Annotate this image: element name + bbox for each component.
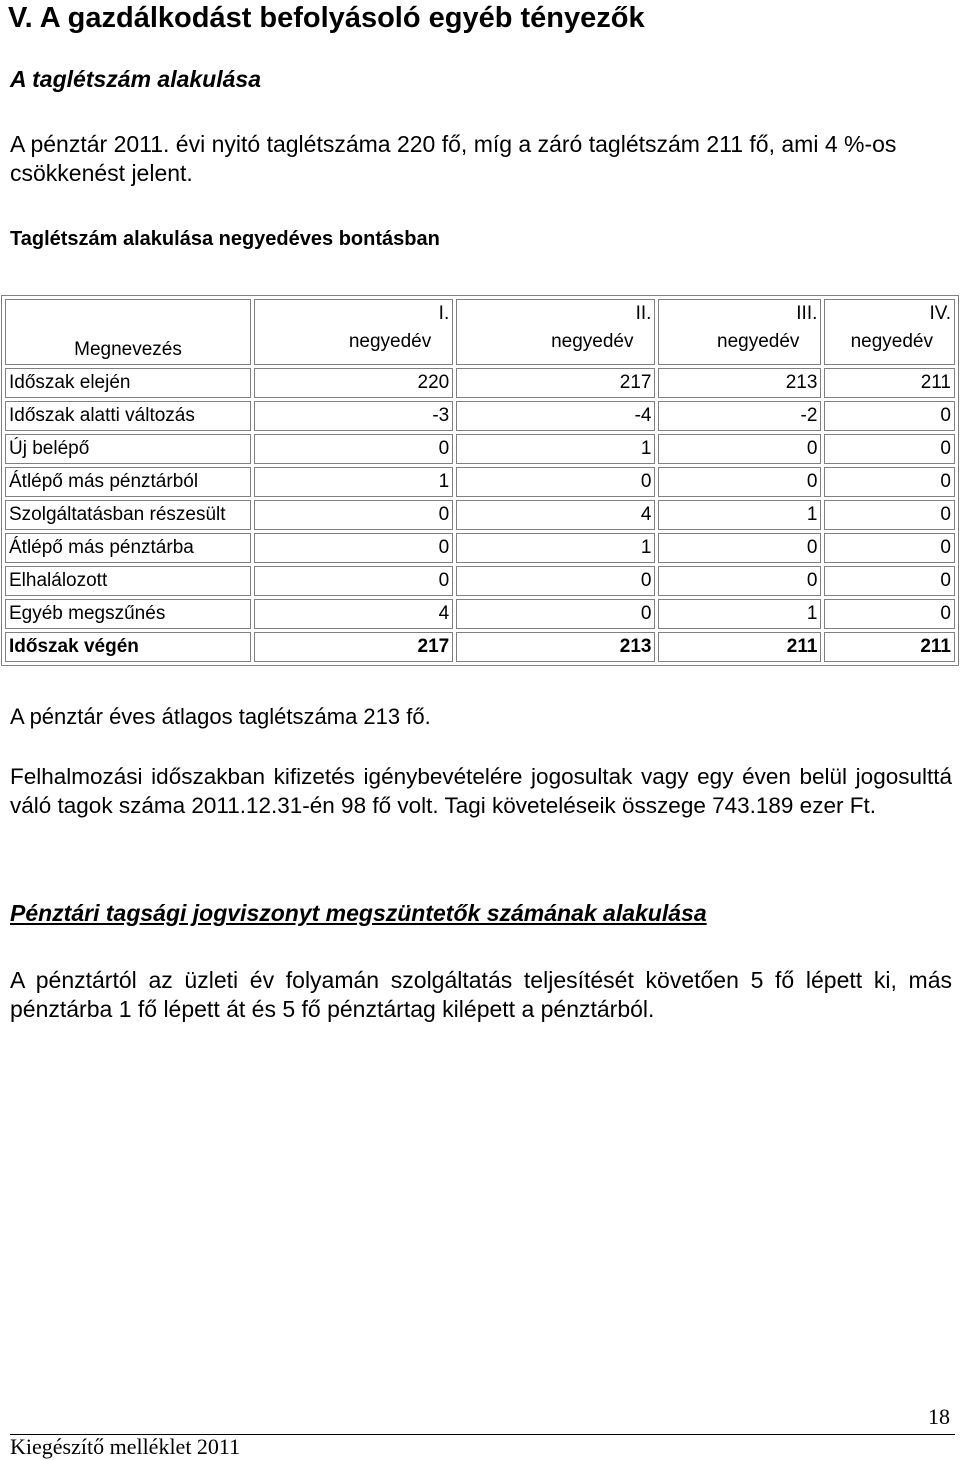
header-quarter-roman: I. bbox=[438, 303, 450, 324]
cell-quarter-3: -2 bbox=[658, 401, 821, 431]
table-row bbox=[5, 500, 955, 530]
row-label: Időszak végén bbox=[5, 632, 251, 662]
header-quarter-roman: III. bbox=[796, 303, 818, 324]
page-number: 18 bbox=[928, 1404, 950, 1429]
table-caption: Taglétszám alakulása negyedéves bontásban bbox=[10, 228, 440, 250]
cell-quarter-2: 0 bbox=[456, 467, 655, 497]
table-row bbox=[5, 467, 955, 497]
header-quarter-word: negyedév bbox=[551, 331, 634, 352]
cell-quarter-1: -3 bbox=[254, 401, 453, 431]
header-quarter-1 bbox=[254, 299, 453, 365]
row-label: Időszak alatti változás bbox=[5, 401, 251, 431]
cell-quarter-3: 1 bbox=[658, 599, 821, 629]
table-row bbox=[5, 401, 955, 431]
header-quarter-roman: II. bbox=[635, 303, 652, 324]
header-quarter-2 bbox=[456, 299, 655, 365]
cell-quarter-4: 0 bbox=[824, 599, 955, 629]
cell-quarter-3: 211 bbox=[658, 632, 821, 662]
cell-quarter-2: 0 bbox=[456, 566, 655, 596]
row-label: Egyéb megszűnés bbox=[5, 599, 251, 629]
cell-quarter-1: 217 bbox=[254, 632, 453, 662]
section-title: V. A gazdálkodást befolyásoló egyéb tényezők bbox=[8, 2, 645, 34]
cell-quarter-3: 0 bbox=[658, 467, 821, 497]
paragraph-membership: A pénztár 2011. évi nyitó taglétszáma 220 fő, míg a záró taglétszám 211 fő, ami 4 %-os csökkenést jelent. bbox=[10, 131, 897, 186]
row-label: Új belépő bbox=[5, 434, 251, 464]
row-label: Időszak elején bbox=[5, 368, 251, 398]
cell-quarter-1: 0 bbox=[254, 500, 453, 530]
cell-quarter-4: 0 bbox=[824, 401, 955, 431]
table-row bbox=[5, 533, 955, 563]
row-label: Szolgáltatásban részesült bbox=[5, 500, 251, 530]
table-row bbox=[5, 599, 955, 629]
table-header-row bbox=[5, 299, 955, 365]
paragraph-termination: A pénztártól az üzleti év folyamán szolgáltatás teljesítését követően 5 fő lépett ki, más pénztárba 1 fő lépett át és 5 fő pénztártag kilépett a pénztárból. bbox=[10, 967, 952, 1022]
table-row bbox=[5, 368, 955, 398]
paragraph-accumulation: Felhalmozási időszakban kifizetés igénybevételére jogosultak vagy egy éven belül jogosulttá váló tagok száma 2011.12.31-én 98 fő volt. Tagi követeléseik összege 743.189 ezer Ft. bbox=[10, 764, 952, 818]
header-quarter-word: negyedév bbox=[850, 331, 933, 352]
cell-quarter-2: 213 bbox=[456, 632, 655, 662]
table-row bbox=[5, 566, 955, 596]
footer-text: Kiegészítő melléklet 2011 bbox=[10, 1434, 241, 1459]
cell-quarter-4: 0 bbox=[824, 500, 955, 530]
cell-quarter-1: 4 bbox=[254, 599, 453, 629]
header-name: Megnevezés bbox=[5, 299, 251, 365]
cell-quarter-2: 1 bbox=[456, 434, 655, 464]
subtitle-membership: A taglétszám alakulása bbox=[10, 66, 261, 92]
cell-quarter-4: 211 bbox=[824, 632, 955, 662]
header-quarter-word: negyedév bbox=[717, 331, 800, 352]
header-quarter-word: negyedév bbox=[348, 331, 432, 352]
cell-quarter-2: 1 bbox=[456, 533, 655, 563]
row-label: Átlépő más pénztárba bbox=[5, 533, 251, 563]
table-body bbox=[5, 368, 955, 662]
membership-table bbox=[1, 295, 959, 666]
cell-quarter-4: 211 bbox=[824, 368, 955, 398]
row-label: Átlépő más pénztárból bbox=[5, 467, 251, 497]
cell-quarter-2: 0 bbox=[456, 599, 655, 629]
cell-quarter-2: -4 bbox=[456, 401, 655, 431]
cell-quarter-4: 0 bbox=[824, 566, 955, 596]
table-row bbox=[5, 632, 955, 662]
cell-quarter-2: 4 bbox=[456, 500, 655, 530]
cell-quarter-4: 0 bbox=[824, 467, 955, 497]
cell-quarter-1: 1 bbox=[254, 467, 453, 497]
cell-quarter-1: 220 bbox=[254, 368, 453, 398]
cell-quarter-3: 0 bbox=[658, 533, 821, 563]
cell-quarter-3: 1 bbox=[658, 500, 821, 530]
cell-quarter-3: 0 bbox=[658, 566, 821, 596]
cell-quarter-1: 0 bbox=[254, 533, 453, 563]
header-quarter-3 bbox=[658, 299, 821, 365]
cell-quarter-3: 213 bbox=[658, 368, 821, 398]
header-quarter-roman: IV. bbox=[929, 303, 951, 324]
cell-quarter-3: 0 bbox=[658, 434, 821, 464]
cell-quarter-2: 217 bbox=[456, 368, 655, 398]
cell-quarter-1: 0 bbox=[254, 566, 453, 596]
cell-quarter-4: 0 bbox=[824, 434, 955, 464]
table-row bbox=[5, 434, 955, 464]
subtitle-termination: Pénztári tagsági jogviszonyt megszüntetők számának alakulása bbox=[10, 900, 707, 926]
cell-quarter-4: 0 bbox=[824, 533, 955, 563]
header-quarter-4 bbox=[824, 299, 955, 365]
average-membership: A pénztár éves átlagos taglétszáma 213 fő. bbox=[10, 704, 431, 729]
row-label: Elhalálozott bbox=[5, 566, 251, 596]
cell-quarter-1: 0 bbox=[254, 434, 453, 464]
